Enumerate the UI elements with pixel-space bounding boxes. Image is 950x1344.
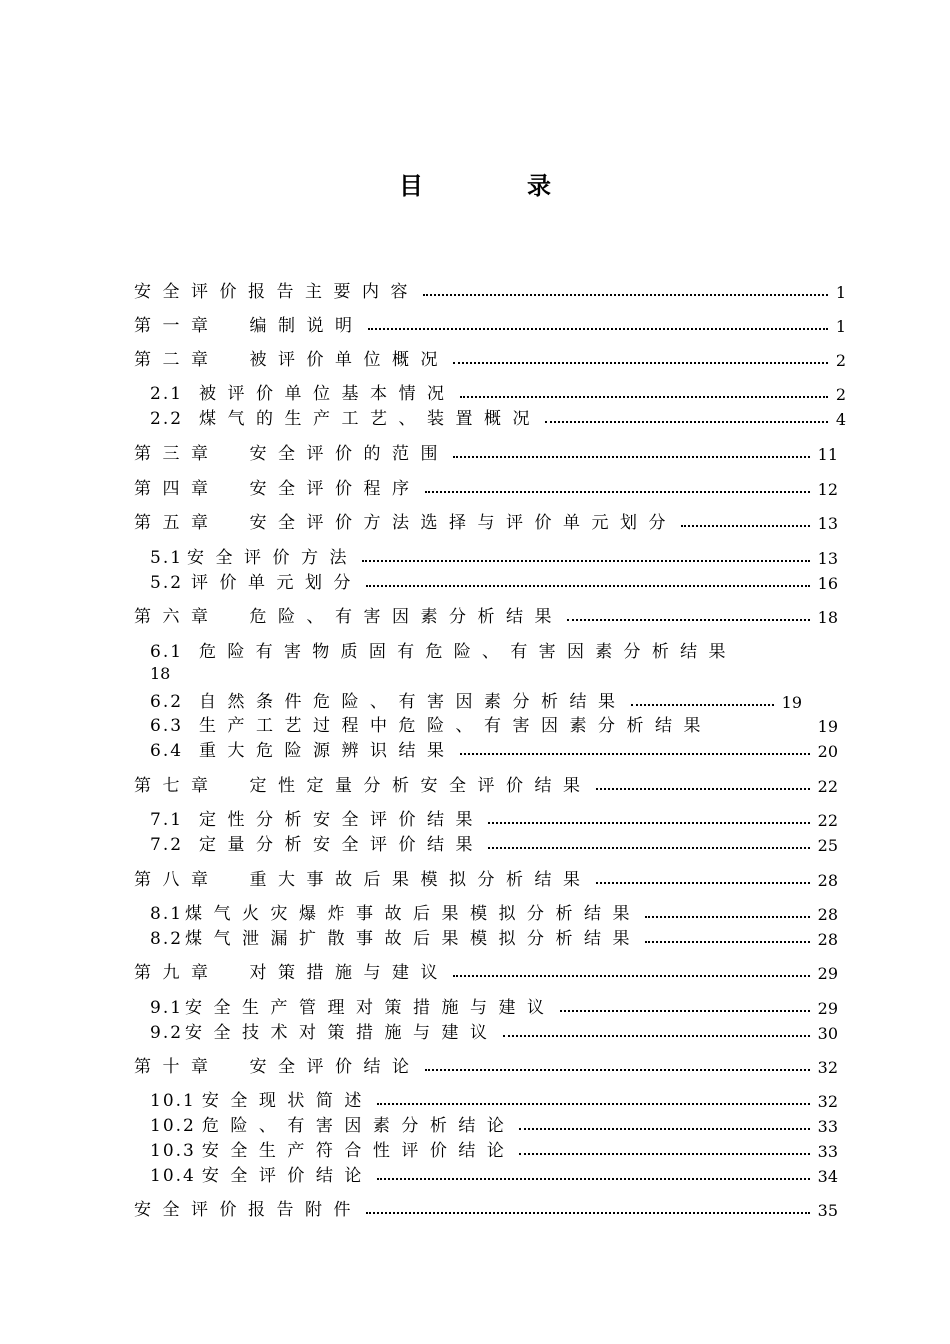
toc-section-number: 10.1	[150, 1091, 196, 1111]
toc-entry-page: 22	[817, 777, 838, 796]
toc-title: 目 录	[399, 172, 591, 200]
toc-entry-page: 18	[817, 608, 838, 627]
leader-dots	[453, 362, 828, 364]
toc-entry[interactable]	[150, 712, 838, 736]
leader-dots	[423, 294, 828, 296]
toc-entry-page: 29	[817, 964, 838, 983]
toc-section-number: 9.2	[150, 1023, 184, 1043]
leader-dots	[596, 882, 810, 884]
toc-section-number: 5.2	[150, 573, 184, 593]
toc-entry-page: 12	[817, 480, 838, 499]
toc-entry-text: 评价单元划分	[191, 573, 363, 593]
toc-section-number: 8.1	[150, 904, 184, 924]
toc-entry[interactable]	[150, 900, 838, 924]
leader-dots	[366, 1212, 810, 1214]
toc-entry[interactable]	[134, 440, 838, 464]
leader-dots	[425, 491, 810, 493]
toc-entry-text: 重大危险源辨识结果	[199, 741, 456, 761]
toc-entry-text: 安全技术对策措施与建议	[185, 1023, 499, 1043]
toc-entry-page: 29	[817, 999, 838, 1018]
toc-section-number: 2.2	[150, 409, 184, 429]
toc-entry-page: 32	[817, 1092, 838, 1111]
toc-chapter-label: 第三章	[134, 444, 220, 464]
toc-section-number: 10.4	[150, 1166, 196, 1186]
toc-entry-text: 定性定量分析安全评价结果	[249, 776, 592, 796]
toc-section-number: 10.2	[150, 1116, 196, 1136]
toc-section-number: 6.2	[150, 692, 184, 712]
toc-section-number: 6.4	[150, 741, 184, 761]
leader-dots	[519, 1128, 809, 1130]
toc-entry[interactable]	[134, 475, 838, 499]
leader-dots	[377, 1103, 810, 1105]
toc-entry[interactable]	[150, 1137, 838, 1161]
toc-section-number: 7.1	[150, 810, 184, 830]
leader-dots	[681, 525, 810, 527]
toc-entry-text: 安全生产符合性评价结论	[201, 1141, 516, 1161]
leader-dots	[453, 975, 810, 977]
toc-entry-text: 危险、有害因素分析结果	[249, 607, 563, 627]
toc-chapter-label: 第七章	[134, 776, 220, 796]
toc-entry-page: 25	[817, 836, 838, 855]
toc-entry[interactable]	[134, 509, 838, 533]
toc-entry-page: 28	[817, 871, 838, 890]
toc-chapter-label: 第五章	[134, 513, 220, 533]
toc-section-number: 5.1	[150, 548, 184, 568]
toc-entry[interactable]	[150, 925, 838, 949]
toc-entry[interactable]	[150, 737, 838, 761]
toc-entry[interactable]	[134, 1053, 838, 1077]
leader-dots	[377, 1178, 810, 1180]
toc-entry-text: 危险、有害因素分析结论	[201, 1116, 516, 1136]
toc-entry-text: 煤气的生产工艺、装置概况	[199, 409, 542, 429]
leader-dots	[425, 1069, 810, 1071]
toc-entry[interactable]	[150, 1087, 838, 1111]
toc-entry-text: 安全评价方法	[187, 548, 359, 568]
toc-section-number: 6.3	[150, 716, 184, 736]
toc-entry-text: 重大事故后果模拟分析结果	[249, 870, 592, 890]
toc-entry-text: 安全评价报告主要内容	[134, 282, 419, 302]
toc-entry-text: 被评价单位基本情况	[199, 384, 456, 404]
toc-entry-page: 1	[835, 283, 846, 302]
toc-section-number: 6.1	[150, 642, 184, 662]
toc-entry[interactable]	[150, 806, 838, 830]
toc-entry-page: 20	[817, 742, 838, 761]
toc-entry-text: 定性分析安全评价结果	[199, 810, 485, 830]
leader-dots	[366, 585, 810, 587]
toc-entry[interactable]	[150, 380, 846, 404]
toc-entry-page: 35	[817, 1201, 838, 1220]
toc-entry[interactable]	[134, 312, 846, 336]
toc-entry-text: 定量分析安全评价结果	[199, 835, 485, 855]
toc-entry-page: 1	[835, 317, 846, 336]
toc-entry-text: 安全现状简述	[201, 1091, 373, 1111]
toc-chapter-label: 第六章	[134, 607, 220, 627]
toc-entry-text: 对策措施与建议	[249, 963, 449, 983]
leader-dots	[488, 847, 810, 849]
toc-entry-page: 33	[817, 1117, 838, 1136]
toc-entry-page: 34	[817, 1167, 838, 1186]
leader-dots	[567, 619, 810, 621]
leader-dots	[545, 421, 828, 423]
leader-dots	[645, 916, 810, 918]
toc-section-number: 9.1	[150, 998, 184, 1018]
leader-dots	[519, 1153, 809, 1155]
toc-entry[interactable]	[134, 603, 838, 627]
toc-entry[interactable]	[150, 831, 838, 855]
leader-dots	[645, 941, 810, 943]
toc-entry[interactable]	[134, 346, 846, 370]
toc-chapter-label: 第二章	[134, 350, 220, 370]
leader-dots	[362, 560, 810, 562]
toc-entry[interactable]	[134, 959, 838, 983]
leader-dots	[488, 822, 810, 824]
leader-dots	[460, 753, 810, 755]
toc-entry-text: 安全评价报告附件	[134, 1200, 362, 1220]
toc-entry-text: 煤气泄漏扩散事故后果模拟分析结果	[185, 929, 642, 949]
toc-entry-text: 安全生产管理对策措施与建议	[185, 998, 556, 1018]
toc-entry[interactable]	[150, 544, 838, 568]
toc-entry-page: 32	[817, 1058, 838, 1077]
toc-entry-text: 安全评价程序	[249, 479, 421, 499]
toc-entry-page: 19	[781, 693, 802, 712]
toc-entry-page: 28	[817, 905, 838, 924]
toc-entry-text: 生产工艺过程中危险、有害因素分析结果	[199, 716, 713, 736]
toc-entry-page: 13	[817, 514, 838, 533]
toc-entry[interactable]	[134, 866, 838, 890]
toc-entry[interactable]	[134, 278, 846, 302]
toc-entry-text: 编制说明	[249, 316, 364, 336]
leader-dots	[503, 1035, 810, 1037]
toc-entry[interactable]	[134, 772, 838, 796]
toc-entry[interactable]	[150, 637, 840, 683]
toc-entry-text: 自然条件危险、有害因素分析结果	[199, 692, 627, 712]
toc-entry[interactable]	[150, 688, 802, 712]
toc-chapter-label: 第一章	[134, 316, 220, 336]
toc-entry[interactable]	[150, 994, 838, 1018]
leader-dots	[368, 328, 828, 330]
toc-chapter-label: 第四章	[134, 479, 220, 499]
toc-entry-page: 4	[835, 410, 846, 429]
toc-entry-page: 16	[817, 574, 838, 593]
toc-entry-text: 6.1 危险有害物质固有危险、有害因素分析结果	[150, 642, 737, 662]
toc-entry-text: 安全评价结论	[201, 1166, 373, 1186]
toc-section-number: 10.3	[150, 1141, 196, 1161]
toc-entry-page: 33	[817, 1142, 838, 1161]
toc-entry-page: 2	[835, 351, 846, 370]
toc-entry-page: 19	[817, 717, 838, 736]
toc-entry[interactable]	[150, 569, 838, 593]
toc-entry-text: 安全评价方法选择与评价单元划分	[249, 513, 677, 533]
toc-section-number: 8.2	[150, 929, 184, 949]
toc-entry[interactable]	[134, 1196, 838, 1220]
toc-chapter-label: 第九章	[134, 963, 220, 983]
toc-section-number: 7.2	[150, 835, 184, 855]
toc-entry[interactable]	[150, 1162, 838, 1186]
toc-entry-page: 22	[817, 811, 838, 830]
toc-entry-text: 煤气火灾爆炸事故后果模拟分析结果	[185, 904, 642, 924]
leader-dots	[596, 788, 810, 790]
toc-entry[interactable]	[150, 1112, 838, 1136]
leader-dots	[460, 396, 828, 398]
toc-entry-page: 28	[817, 930, 838, 949]
toc-entry-page: 18	[150, 664, 171, 683]
toc-entry-text: 安全评价的范围	[249, 444, 449, 464]
toc-entry-text: 安全评价结论	[249, 1057, 421, 1077]
leader-dots	[631, 704, 774, 706]
toc-entry-page: 30	[817, 1024, 838, 1043]
toc-chapter-label: 第八章	[134, 870, 220, 890]
toc-chapter-label: 第十章	[134, 1057, 220, 1077]
leader-dots	[560, 1010, 810, 1012]
toc-entry[interactable]	[150, 1019, 838, 1043]
toc-entry-page: 13	[817, 549, 838, 568]
toc-entry-page: 11	[817, 445, 838, 464]
leader-dots	[453, 456, 810, 458]
toc-section-number: 2.1	[150, 384, 184, 404]
toc-entry-text: 被评价单位概况	[249, 350, 449, 370]
toc-entry-page: 2	[835, 385, 846, 404]
toc-entry[interactable]	[150, 405, 846, 429]
